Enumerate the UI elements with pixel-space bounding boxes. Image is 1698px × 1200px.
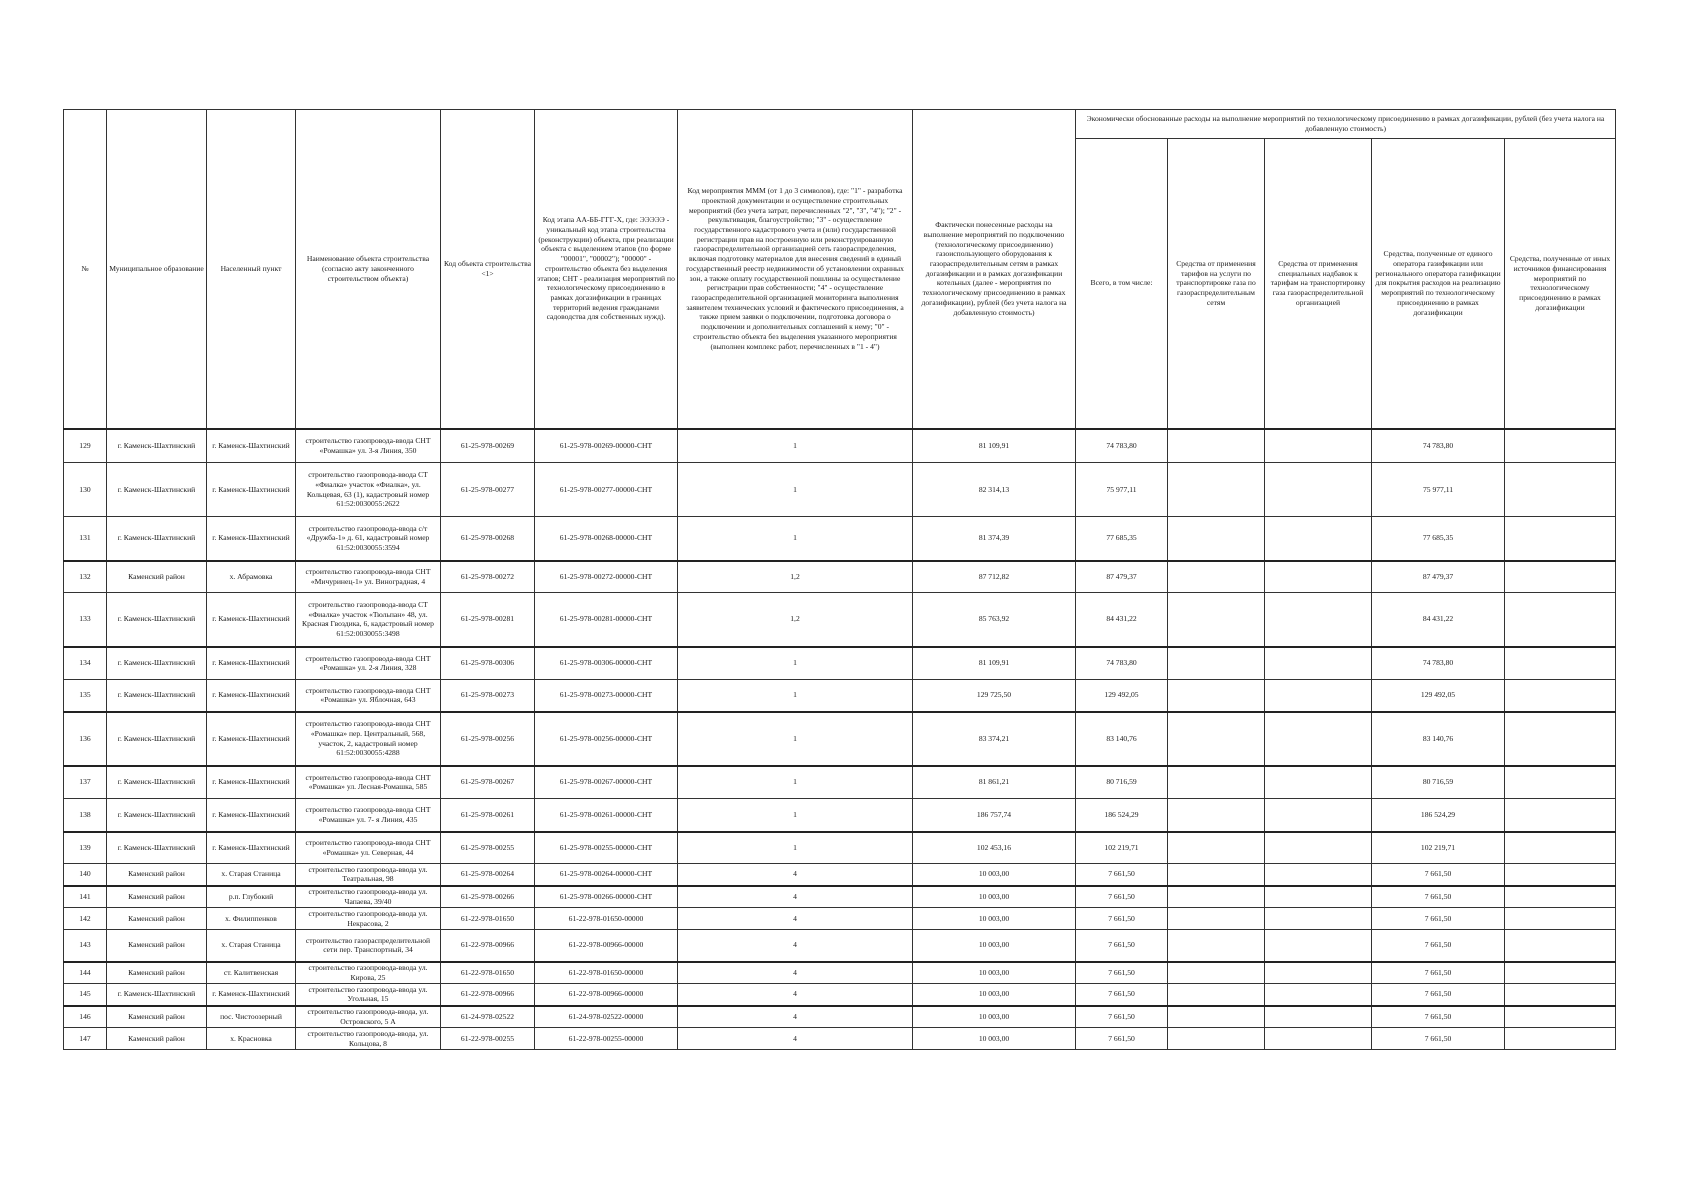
- row-total: 7 661,50: [1076, 1028, 1168, 1050]
- row-municipality: г. Каменск-Шахтинский: [107, 647, 207, 680]
- table-row: [64, 864, 1616, 886]
- row-stage-code: 61-25-978-00268-00000-СНТ: [535, 517, 678, 561]
- row-municipality: г. Каменск-Шахтинский: [107, 984, 207, 1006]
- row-stage-code: 61-25-978-00261-00000-СНТ: [535, 799, 678, 832]
- row-object-code: 61-25-978-00306: [441, 647, 535, 680]
- row-object-name: строительство газопровода-ввода ул. Кирова, 25: [296, 962, 441, 984]
- row-total: 7 661,50: [1076, 864, 1168, 886]
- row-surcharge: [1265, 647, 1372, 680]
- table-row: [64, 799, 1616, 832]
- row-total: 7 661,50: [1076, 908, 1168, 930]
- row-actual-costs: 81 109,91: [913, 647, 1076, 680]
- row-total: 7 661,50: [1076, 984, 1168, 1006]
- row-stage-code: 61-25-978-00255-00000-СНТ: [535, 832, 678, 864]
- row-operator: 80 716,59: [1372, 766, 1505, 799]
- row-stage-code: 61-25-978-00281-00000-СНТ: [535, 593, 678, 647]
- row-event-code: 1: [678, 766, 913, 799]
- row-event-code: 1: [678, 517, 913, 561]
- row-actual-costs: 83 374,21: [913, 712, 1076, 766]
- row-object-code: 61-25-978-00266: [441, 886, 535, 908]
- row-stage-code: 61-25-978-00306-00000-СНТ: [535, 647, 678, 680]
- row-num: 134: [64, 647, 107, 680]
- row-num: 139: [64, 832, 107, 864]
- row-total: 7 661,50: [1076, 886, 1168, 908]
- row-total: 74 783,80: [1076, 429, 1168, 463]
- row-num: 132: [64, 561, 107, 593]
- row-settlement: г. Каменск-Шахтинский: [207, 984, 296, 1006]
- row-object-code: 61-25-978-00256: [441, 712, 535, 766]
- row-municipality: Каменский район: [107, 561, 207, 593]
- row-total: 83 140,76: [1076, 712, 1168, 766]
- row-municipality: г. Каменск-Шахтинский: [107, 429, 207, 463]
- row-stage-code: 61-25-978-00264-00000-СНТ: [535, 864, 678, 886]
- row-settlement: г. Каменск-Шахтинский: [207, 517, 296, 561]
- row-operator: 129 492,05: [1372, 680, 1505, 712]
- row-stage-code: 61-25-978-00266-00000-СНТ: [535, 886, 678, 908]
- row-other: [1505, 463, 1616, 517]
- row-settlement: х. Красновка: [207, 1028, 296, 1050]
- row-actual-costs: 10 003,00: [913, 886, 1076, 908]
- row-surcharge: [1265, 1006, 1372, 1028]
- header-stage-code: Код этапа АА-ББ-ГГГ-Х, где: ЭЭЭЭЭ - уникальный код этапа строительства (реконструкции) объекта, при реализации объекта с выделением этапов (по форме "00001", "00002"); "00000" - строительство объекта без выделения этапов; СНТ - реализация мероприятий по технологическому присоединению в рамках догазификации в границах территорий ведения гражданами садоводства для собственных нужд).: [535, 110, 678, 429]
- row-operator: 7 661,50: [1372, 864, 1505, 886]
- row-actual-costs: 81 109,91: [913, 429, 1076, 463]
- row-object-code: 61-22-978-00255: [441, 1028, 535, 1050]
- row-stage-code: 61-22-978-00966-00000: [535, 984, 678, 1006]
- row-event-code: 1: [678, 712, 913, 766]
- row-settlement: г. Каменск-Шахтинский: [207, 799, 296, 832]
- row-event-code: 4: [678, 864, 913, 886]
- row-object-name: строительство газопровода-ввода СНТ «Ромашка» ул. Северная, 44: [296, 832, 441, 864]
- row-other: [1505, 886, 1616, 908]
- row-object-name: строительство газопровода-ввода СНТ «Ромашка» пер. Центральный, 568, участок, 2, кадастровый номер 61:52:0030055:4288: [296, 712, 441, 766]
- row-municipality: Каменский район: [107, 1006, 207, 1028]
- row-event-code: 4: [678, 886, 913, 908]
- row-tariff: [1168, 680, 1265, 712]
- row-surcharge: [1265, 1028, 1372, 1050]
- row-operator: 77 685,35: [1372, 517, 1505, 561]
- row-operator: 7 661,50: [1372, 962, 1505, 984]
- table-row: [64, 517, 1616, 561]
- table-row: [64, 712, 1616, 766]
- row-object-name: строительство газопровода-ввода СТ «Фиалка» участок «Тюльпан» 48, ул. Красная Гвоздика, 6, кадастровый номер 61:52:0030055:3498: [296, 593, 441, 647]
- row-num: 146: [64, 1006, 107, 1028]
- row-event-code: 4: [678, 930, 913, 962]
- row-settlement: х. Филиппенков: [207, 908, 296, 930]
- row-object-code: 61-25-978-00264: [441, 864, 535, 886]
- row-municipality: г. Каменск-Шахтинский: [107, 680, 207, 712]
- row-settlement: р.п. Глубокий: [207, 886, 296, 908]
- row-municipality: Каменский район: [107, 930, 207, 962]
- row-num: 130: [64, 463, 107, 517]
- row-actual-costs: 10 003,00: [913, 930, 1076, 962]
- row-municipality: Каменский район: [107, 962, 207, 984]
- row-total: 7 661,50: [1076, 1006, 1168, 1028]
- row-actual-costs: 102 453,16: [913, 832, 1076, 864]
- row-operator: 7 661,50: [1372, 1028, 1505, 1050]
- row-actual-costs: 10 003,00: [913, 1028, 1076, 1050]
- table-row: [64, 561, 1616, 593]
- row-total: 7 661,50: [1076, 930, 1168, 962]
- row-surcharge: [1265, 799, 1372, 832]
- row-stage-code: 61-25-978-00269-00000-СНТ: [535, 429, 678, 463]
- row-settlement: г. Каменск-Шахтинский: [207, 463, 296, 517]
- row-object-name: строительство газопровода-ввода ул. Угольная, 15: [296, 984, 441, 1006]
- row-total: 75 977,11: [1076, 463, 1168, 517]
- row-event-code: 4: [678, 984, 913, 1006]
- row-municipality: г. Каменск-Шахтинский: [107, 593, 207, 647]
- row-actual-costs: 87 712,82: [913, 561, 1076, 593]
- row-settlement: г. Каменск-Шахтинский: [207, 712, 296, 766]
- row-num: 135: [64, 680, 107, 712]
- row-total: 74 783,80: [1076, 647, 1168, 680]
- row-object-code: 61-25-978-00277: [441, 463, 535, 517]
- row-tariff: [1168, 463, 1265, 517]
- row-other: [1505, 680, 1616, 712]
- header-operator: Средства, полученные от единого оператора газификации или регионального оператора газификации для покрытия расходов на реализацию мероприятий по технологическому присоединению в рамках догазификации: [1372, 139, 1505, 429]
- row-stage-code: 61-25-978-00277-00000-СНТ: [535, 463, 678, 517]
- row-num: 140: [64, 864, 107, 886]
- row-settlement: г. Каменск-Шахтинский: [207, 832, 296, 864]
- header-economic-group: Экономически обоснованные расходы на выполнение мероприятий по технологическому присоединению в рамках догазификации, рублей (без учета налога на добавленную стоимость): [1076, 110, 1616, 139]
- row-actual-costs: 82 314,13: [913, 463, 1076, 517]
- row-other: [1505, 908, 1616, 930]
- row-settlement: г. Каменск-Шахтинский: [207, 680, 296, 712]
- row-municipality: Каменский район: [107, 1028, 207, 1050]
- row-municipality: г. Каменск-Шахтинский: [107, 799, 207, 832]
- row-num: 143: [64, 930, 107, 962]
- row-surcharge: [1265, 984, 1372, 1006]
- row-other: [1505, 517, 1616, 561]
- row-operator: 74 783,80: [1372, 429, 1505, 463]
- row-other: [1505, 799, 1616, 832]
- row-municipality: г. Каменск-Шахтинский: [107, 463, 207, 517]
- row-object-code: 61-22-978-00966: [441, 930, 535, 962]
- row-other: [1505, 864, 1616, 886]
- row-stage-code: 61-22-978-00255-00000: [535, 1028, 678, 1050]
- row-surcharge: [1265, 429, 1372, 463]
- row-total: 7 661,50: [1076, 962, 1168, 984]
- row-num: 133: [64, 593, 107, 647]
- row-object-code: 61-25-978-00269: [441, 429, 535, 463]
- row-stage-code: 61-25-978-00273-00000-СНТ: [535, 680, 678, 712]
- row-tariff: [1168, 1006, 1265, 1028]
- row-actual-costs: 10 003,00: [913, 908, 1076, 930]
- gasification-costs-table: [63, 109, 1616, 1050]
- row-total: 102 219,71: [1076, 832, 1168, 864]
- row-surcharge: [1265, 561, 1372, 593]
- row-tariff: [1168, 712, 1265, 766]
- row-total: 77 685,35: [1076, 517, 1168, 561]
- row-municipality: г. Каменск-Шахтинский: [107, 766, 207, 799]
- table-row: [64, 766, 1616, 799]
- row-operator: 7 661,50: [1372, 908, 1505, 930]
- row-operator: 7 661,50: [1372, 1006, 1505, 1028]
- row-other: [1505, 1028, 1616, 1050]
- row-tariff: [1168, 984, 1265, 1006]
- row-stage-code: 61-22-978-01650-00000: [535, 908, 678, 930]
- row-tariff: [1168, 1028, 1265, 1050]
- row-tariff: [1168, 517, 1265, 561]
- row-settlement: х. Старая Станица: [207, 930, 296, 962]
- row-operator: 102 219,71: [1372, 832, 1505, 864]
- header-object-code: Код объекта строительства <1>: [441, 110, 535, 429]
- table-row: [64, 1028, 1616, 1050]
- row-other: [1505, 647, 1616, 680]
- table-row: [64, 984, 1616, 1006]
- row-settlement: пос. Чистоозерный: [207, 1006, 296, 1028]
- row-num: 129: [64, 429, 107, 463]
- row-object-name: строительство газопровода-ввода СТ «Фиалка» участок «Фиалка», ул. Кольцевая, 63 (1), кадастровый номер 61:52:0030055:2622: [296, 463, 441, 517]
- row-surcharge: [1265, 962, 1372, 984]
- row-object-name: строительство газопровода-ввода, ул. Островского, 5 А: [296, 1006, 441, 1028]
- row-object-code: 61-25-978-00273: [441, 680, 535, 712]
- row-object-name: строительство газопровода-ввода ул. Театральная, 98: [296, 864, 441, 886]
- header-tariff: Средства от применения тарифов на услуги по транспортировке газа по газораспределительным сетям: [1168, 139, 1265, 429]
- row-stage-code: 61-22-978-01650-00000: [535, 962, 678, 984]
- row-settlement: г. Каменск-Шахтинский: [207, 766, 296, 799]
- row-stage-code: 61-22-978-00966-00000: [535, 930, 678, 962]
- row-surcharge: [1265, 463, 1372, 517]
- table-row: [64, 680, 1616, 712]
- row-event-code: 1: [678, 463, 913, 517]
- header-total: Всего, в том числе:: [1076, 139, 1168, 429]
- row-actual-costs: 186 757,74: [913, 799, 1076, 832]
- row-num: 136: [64, 712, 107, 766]
- row-object-name: строительство газопровода-ввода СНТ «Ромашка» ул. Лесная-Ромашка, 585: [296, 766, 441, 799]
- row-tariff: [1168, 799, 1265, 832]
- row-surcharge: [1265, 593, 1372, 647]
- row-event-code: 1: [678, 680, 913, 712]
- row-surcharge: [1265, 930, 1372, 962]
- row-other: [1505, 561, 1616, 593]
- table-row: [64, 463, 1616, 517]
- row-object-name: строительство газопровода-ввода ул. Чапаева, 39/40: [296, 886, 441, 908]
- row-tariff: [1168, 429, 1265, 463]
- row-surcharge: [1265, 864, 1372, 886]
- row-total: 186 524,29: [1076, 799, 1168, 832]
- row-tariff: [1168, 647, 1265, 680]
- row-surcharge: [1265, 908, 1372, 930]
- row-object-code: 61-25-978-00267: [441, 766, 535, 799]
- header-surcharge: Средства от применения специальных надбавок к тарифам на транспортировку газа газораспределительной организацией: [1265, 139, 1372, 429]
- row-object-code: 61-25-978-00272: [441, 561, 535, 593]
- table-row: [64, 886, 1616, 908]
- row-event-code: 4: [678, 962, 913, 984]
- row-other: [1505, 984, 1616, 1006]
- row-object-code: 61-25-978-00255: [441, 832, 535, 864]
- row-municipality: Каменский район: [107, 886, 207, 908]
- row-object-name: строительство газопровода-ввода СНТ «Ромашка» ул. 3-я Линия, 350: [296, 429, 441, 463]
- row-municipality: г. Каменск-Шахтинский: [107, 712, 207, 766]
- table-row: [64, 908, 1616, 930]
- table-row: [64, 593, 1616, 647]
- row-operator: 75 977,11: [1372, 463, 1505, 517]
- row-tariff: [1168, 908, 1265, 930]
- row-other: [1505, 712, 1616, 766]
- row-municipality: Каменский район: [107, 864, 207, 886]
- table-row: [64, 832, 1616, 864]
- row-num: 142: [64, 908, 107, 930]
- row-operator: 84 431,22: [1372, 593, 1505, 647]
- row-operator: 7 661,50: [1372, 984, 1505, 1006]
- header-actual-costs: Фактически понесенные расходы на выполнение мероприятий по подключению (технологическому присоединению) газоиспользующего оборудования к газораспределительным сетям в рамках догазификации и в рамках догазификации котельных (далее - мероприятия по технологическому присоединению в рамках догазификации), рублей (без учета налога на добавленную стоимость): [913, 110, 1076, 429]
- row-actual-costs: 10 003,00: [913, 962, 1076, 984]
- row-operator: 7 661,50: [1372, 886, 1505, 908]
- row-settlement: г. Каменск-Шахтинский: [207, 593, 296, 647]
- row-num: 137: [64, 766, 107, 799]
- row-object-code: 61-22-978-01650: [441, 908, 535, 930]
- row-settlement: ст. Калитвенская: [207, 962, 296, 984]
- row-object-code: 61-22-978-00966: [441, 984, 535, 1006]
- row-object-name: строительство газораспределительной сети пер. Транспортный, 34: [296, 930, 441, 962]
- header-num: №: [64, 110, 107, 429]
- row-municipality: Каменский район: [107, 908, 207, 930]
- row-event-code: 4: [678, 908, 913, 930]
- row-stage-code: 61-25-978-00267-00000-СНТ: [535, 766, 678, 799]
- row-stage-code: 61-25-978-00256-00000-СНТ: [535, 712, 678, 766]
- row-tariff: [1168, 886, 1265, 908]
- row-num: 131: [64, 517, 107, 561]
- table-body: [64, 429, 1616, 1050]
- row-other: [1505, 429, 1616, 463]
- row-actual-costs: 81 861,21: [913, 766, 1076, 799]
- row-operator: 74 783,80: [1372, 647, 1505, 680]
- row-object-code: 61-25-978-00281: [441, 593, 535, 647]
- row-actual-costs: 10 003,00: [913, 984, 1076, 1006]
- row-other: [1505, 962, 1616, 984]
- row-settlement: г. Каменск-Шахтинский: [207, 429, 296, 463]
- row-object-name: строительство газопровода-ввода СНТ «Ромашка» ул. Яблочная, 643: [296, 680, 441, 712]
- table-row: [64, 930, 1616, 962]
- row-event-code: 1,2: [678, 593, 913, 647]
- row-other: [1505, 930, 1616, 962]
- row-num: 138: [64, 799, 107, 832]
- row-total: 80 716,59: [1076, 766, 1168, 799]
- row-total: 129 492,05: [1076, 680, 1168, 712]
- row-tariff: [1168, 561, 1265, 593]
- row-settlement: х. Старая Станица: [207, 864, 296, 886]
- row-tariff: [1168, 962, 1265, 984]
- row-num: 141: [64, 886, 107, 908]
- row-event-code: 1: [678, 832, 913, 864]
- row-num: 144: [64, 962, 107, 984]
- row-settlement: х. Абрамовка: [207, 561, 296, 593]
- row-stage-code: 61-24-978-02522-00000: [535, 1006, 678, 1028]
- row-event-code: 1,2: [678, 561, 913, 593]
- row-event-code: 1: [678, 429, 913, 463]
- row-other: [1505, 593, 1616, 647]
- row-object-code: 61-22-978-01650: [441, 962, 535, 984]
- row-object-code: 61-24-978-02522: [441, 1006, 535, 1028]
- row-object-code: 61-25-978-00268: [441, 517, 535, 561]
- table-row: [64, 1006, 1616, 1028]
- row-surcharge: [1265, 680, 1372, 712]
- row-object-name: строительство газопровода-ввода СНТ «Ромашка» ул. 7- я Линия, 435: [296, 799, 441, 832]
- table-row: [64, 647, 1616, 680]
- table-row: [64, 962, 1616, 984]
- row-other: [1505, 832, 1616, 864]
- row-tariff: [1168, 832, 1265, 864]
- row-num: 145: [64, 984, 107, 1006]
- header-settlement: Населенный пункт: [207, 110, 296, 429]
- row-num: 147: [64, 1028, 107, 1050]
- row-tariff: [1168, 766, 1265, 799]
- row-total: 84 431,22: [1076, 593, 1168, 647]
- row-stage-code: 61-25-978-00272-00000-СНТ: [535, 561, 678, 593]
- row-event-code: 4: [678, 1028, 913, 1050]
- row-settlement: г. Каменск-Шахтинский: [207, 647, 296, 680]
- row-event-code: 1: [678, 799, 913, 832]
- row-operator: 186 524,29: [1372, 799, 1505, 832]
- table-header: [64, 110, 1616, 429]
- row-actual-costs: 81 374,39: [913, 517, 1076, 561]
- row-actual-costs: 85 763,92: [913, 593, 1076, 647]
- row-operator: 7 661,50: [1372, 930, 1505, 962]
- row-object-code: 61-25-978-00261: [441, 799, 535, 832]
- table-row: [64, 429, 1616, 463]
- row-operator: 87 479,37: [1372, 561, 1505, 593]
- row-other: [1505, 766, 1616, 799]
- row-operator: 83 140,76: [1372, 712, 1505, 766]
- row-surcharge: [1265, 886, 1372, 908]
- row-actual-costs: 10 003,00: [913, 1006, 1076, 1028]
- row-event-code: 1: [678, 647, 913, 680]
- header-event-code: Код мероприятия ММM (от 1 до 3 символов), где: "1" - разработка проектной документации и осуществление строительных мероприятий (без учета затрат, перечисленных "2", "3", "4"); "2" - рекультивация, благоустройство; "3" - осуществление государственного кадастрового учета и (или) государственной регистрации прав на построенную или реконструированную газораспределительной организацией сеть газораспределения, включая подготовку материалов для внесения сведений в единый государственный реестр недвижимости об установлении охранных зон, а также оплату государственной пошлины за осуществление регистрации прав собственности; "4" - осуществление газораспределительной организацией мониторинга выполнения заявителем технических условий и фактического присоединения, а также прием заявки о подключении, подготовка договора о подключении и дополнительных соглашений к нему; "0" - строительство объекта без выделения указанного мероприятия (выполнен комплекс работ, перечисленных в "1 - 4"): [678, 110, 913, 429]
- header-municipality: Муниципальное образование: [107, 110, 207, 429]
- row-surcharge: [1265, 517, 1372, 561]
- row-actual-costs: 10 003,00: [913, 864, 1076, 886]
- row-total: 87 479,37: [1076, 561, 1168, 593]
- header-other: Средства, полученные от иных источников финансирования мероприятий по технологическому присоединению в рамках догазификации: [1505, 139, 1616, 429]
- row-object-name: строительство газопровода-ввода с/т «Дружба-1» д. 61, кадастровый номер 61:52:0030055:3594: [296, 517, 441, 561]
- row-municipality: г. Каменск-Шахтинский: [107, 832, 207, 864]
- row-other: [1505, 1006, 1616, 1028]
- row-municipality: г. Каменск-Шахтинский: [107, 517, 207, 561]
- row-tariff: [1168, 930, 1265, 962]
- row-surcharge: [1265, 712, 1372, 766]
- row-object-name: строительство газопровода-ввода ул. Некрасова, 2: [296, 908, 441, 930]
- row-event-code: 4: [678, 1006, 913, 1028]
- row-object-name: строительство газопровода-ввода СНТ «Мичуринец-1» ул. Виноградная, 4: [296, 561, 441, 593]
- header-object-name: Наименование объекта строительства (согласно акту законченного строительством объекта): [296, 110, 441, 429]
- row-surcharge: [1265, 832, 1372, 864]
- row-object-name: строительство газопровода-ввода СНТ «Ромашка» ул. 2-я Линия, 328: [296, 647, 441, 680]
- row-surcharge: [1265, 766, 1372, 799]
- row-tariff: [1168, 593, 1265, 647]
- row-object-name: строительство газопровода-ввода, ул. Кольцова, 8: [296, 1028, 441, 1050]
- row-tariff: [1168, 864, 1265, 886]
- row-actual-costs: 129 725,50: [913, 680, 1076, 712]
